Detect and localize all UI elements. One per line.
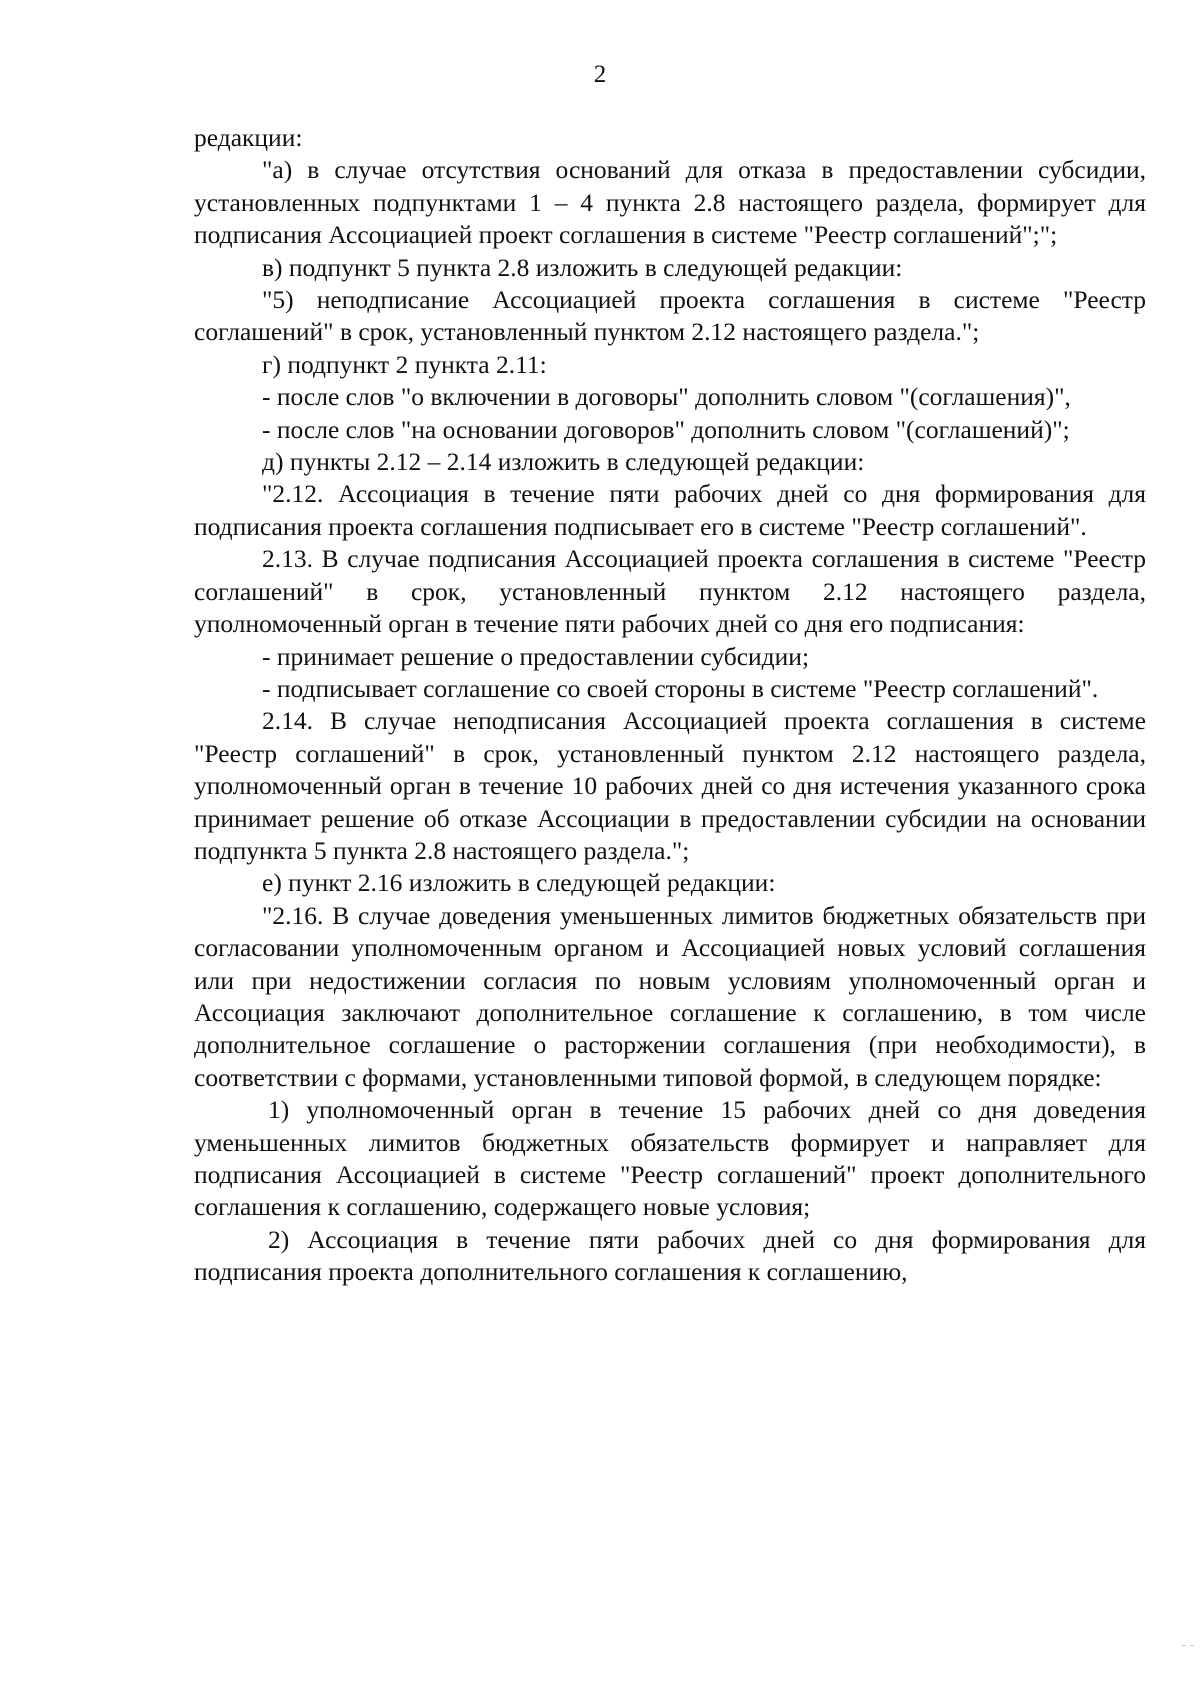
paragraph: д) пункты 2.12 – 2.14 изложить в следующей редакции: [262,447,865,477]
paragraph: "2.16. В случае доведения уменьшенных лимитов бюджетных обязательств при согласовании уполномоченным органом и Ассоциацией новых условий соглашения или при недостижении согласия по новым условиям уполномоченный орган и Ассоциация заключают дополнительное соглашение к соглашению, в том числе дополнительное соглашение о расторжении соглашения (при необходимости), в соответствии с формами, установленными типовой формой, в следующем порядке: [194,900,1146,1092]
paragraph: е) пункт 2.16 изложить в следующей редакции: [262,868,776,898]
paragraph: - подписывает соглашение со своей стороны в системе "Реестр соглашений". [262,673,1099,703]
paragraph: "а) в случае отсутствия оснований для отказа в предоставлении субсидии, установленных подпунктами 1 – 4 пункта 2.8 настоящего раздела, формирует для подписания Ассоциацией проект соглашения в системе "Реестр соглашений";"; [194,155,1146,250]
paragraph: г) подпункт 2 пункта 2.11: [262,349,547,379]
paragraph: - принимает решение о предоставлении субсидии; [262,641,810,671]
paragraph: 2.13. В случае подписания Ассоциацией проекта соглашения в системе "Реестр соглашений" в срок, установленный пунктом 2.12 настоящего раздела, уполномоченный орган в течение пяти рабочих дней со дня его подписания: [194,544,1146,639]
paragraph: "5) неподписание Ассоциацией проекта соглашения в системе "Реестр соглашений" в срок, установленный пунктом 2.12 настоящего раздела."; [194,285,1146,347]
paragraph: редакции: [194,123,303,152]
paragraph: - после слов "на основании договоров" дополнить словом "(соглашений)"; [262,414,1070,444]
paragraph: 2.14. В случае неподписания Ассоциацией проекта соглашения в системе "Реестр соглашений" в срок, установленный пунктом 2.12 настоящего раздела, уполномоченный орган в течение 10 рабочих дней со дня истечения указанного срока принимает решение об отказе Ассоциации в предоставлении субсидии на основании подпункта 5 пункта 2.8 настоящего раздела."; [194,706,1146,865]
document-body [194,122,1146,1289]
paragraph: - после слов "о включении в договоры" дополнить словом "(соглашения)", [262,382,1071,412]
paragraph: "2.12. Ассоциация в течение пяти рабочих дней со дня формирования для подписания проекта соглашения подписывает его в системе "Реестр соглашений". [194,479,1146,541]
paragraph: 1) уполномоченный орган в течение 15 рабочих дней со дня доведения уменьшенных лимитов бюджетных обязательств формирует и направляет для подписания Ассоциацией в системе "Реестр соглашений" проект дополнительного соглашения к соглашению, содержащего новые условия; [194,1095,1146,1222]
paragraph: в) подпункт 5 пункта 2.8 изложить в следующей редакции: [262,252,903,282]
scan-edge-mark: - - [1181,1638,1194,1652]
page-number: 2 [593,61,607,88]
paragraph: 2) Ассоциация в течение пяти рабочих дней со дня формирования для подписания проекта дополнительного соглашения к соглашению, [194,1224,1146,1287]
